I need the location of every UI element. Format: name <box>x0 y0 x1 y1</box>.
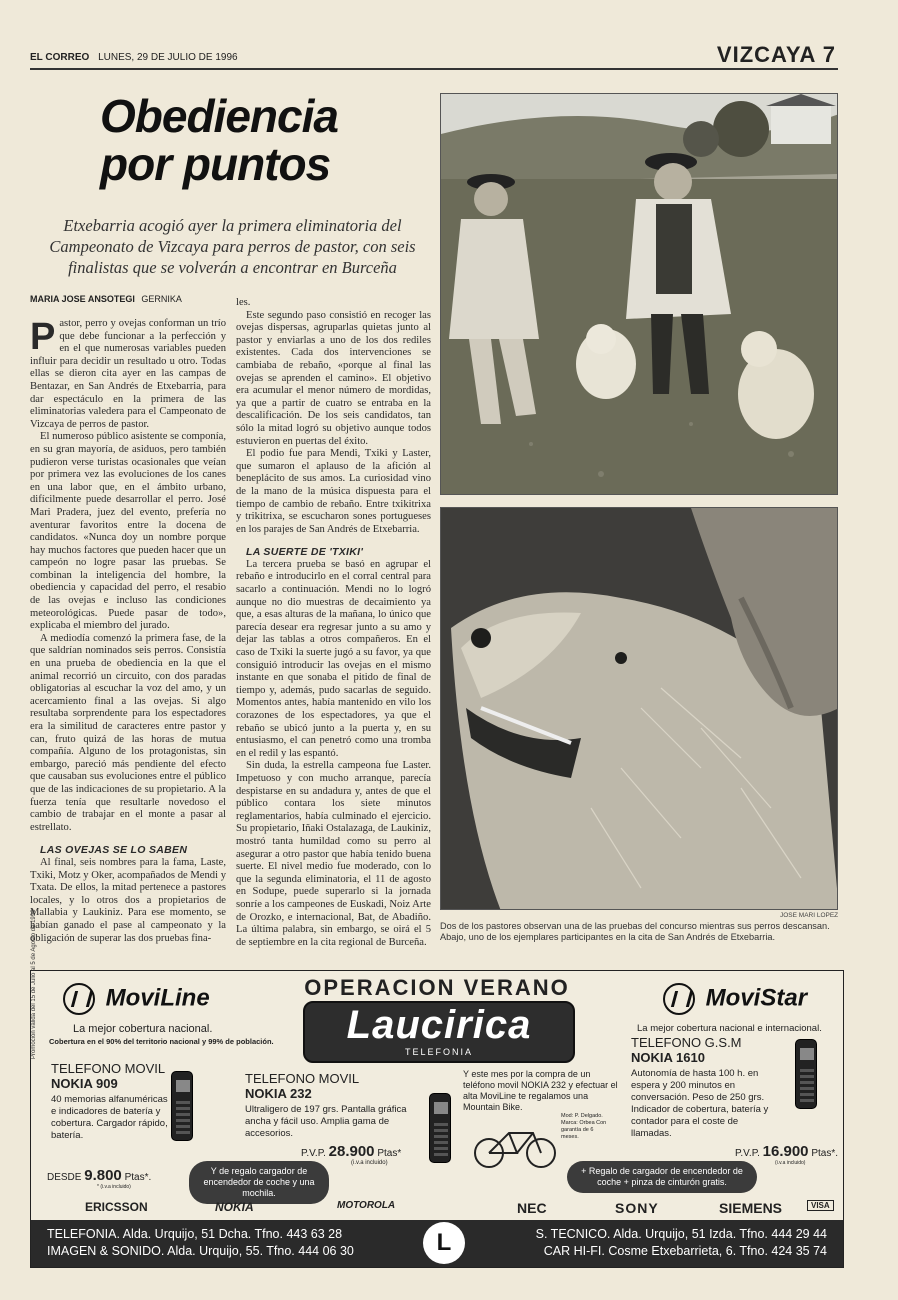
bicycle-icon <box>471 1121 561 1171</box>
photo-shepherds <box>440 93 838 495</box>
laucirica-sub: TELEFONIA <box>404 1047 473 1057</box>
addresses-right <box>536 1226 827 1260</box>
laucirica-seal: L <box>423 1222 465 1264</box>
author: MARIA JOSE ANSOTEGI <box>30 294 135 304</box>
article-headline: Obediencia por puntos <box>100 90 338 190</box>
paragraph: A mediodía comenzó la primera fase, de la que saldrían nominados seis perros. Consistía en una prueba de obediencia en la que el animal recorrió un circuito, con dos paradas obligatorias al escuchar la voz del amo, y un acercamiento final a las ovejas. Si algo resultaba sorprendente para los espectadores era la similitud de caracteres entre pastor y can, fruto quizá de las horas de mutua compañía. Alguno de los protagonistas, sin embargo, pareció más pendiente del efecto que causaban sus evoluciones entre el público que de las indicaciones de su propietario. A la fuerza tenía que resultarle novedoso el cambio de trabajar en el monte a pasar al estrellato. <box>30 632 226 833</box>
phone-icon <box>429 1093 451 1163</box>
movistar-tagline: La mejor cobertura nacional e internacional. <box>637 1023 822 1034</box>
price-value: 28.900 <box>328 1143 375 1160</box>
article-column-1 <box>30 318 226 945</box>
price-currency: Ptas*. <box>124 1172 152 1183</box>
product-model: NOKIA 1610 <box>631 1050 705 1065</box>
ad-title: OPERACION VERANO <box>304 975 570 1000</box>
page-date: LUNES, 29 DE JULIO DE 1996 <box>98 52 238 63</box>
article-column-2 <box>236 297 431 949</box>
dog-illustration <box>441 508 838 910</box>
paragraph: La tercera prueba se basó en agrupar el rebaño e introducirlo en el corral central para sacarlo a continuación. Mendi no lo logró aunque no dio muestras de decaimiento ya que, a esas alturas de la mañana, lo único que parecía desear era regresar junto a su amo y dejar las tablas a otros compañeros. En el caso de Txiki la suerte jugó a su favor, ya que consiguió introducir las ovejas en el mismo instante en que sonaba el pitido de final de tiempo y, además, pudo sacarlas de seguido. Momentos antes, había mantenido en vilo los corazones de los espectadores, ya que el rebaño se ubicó junto a la puerta y, en su entusiasmo, el can penetró como una tromba en el redil y las espantó. <box>236 558 431 759</box>
paragraph: les. <box>236 297 251 308</box>
moviline-coverage: Cobertura en el 90% del territorio nacional y 99% de población. <box>49 1037 274 1046</box>
product-desc: Autonomía de hasta 100 h. en espera y 200 minutos en conversación. Peso de 250 grs. Indicador de cobertura, batería y contador para el coste de llamadas. <box>631 1068 769 1139</box>
moviline-logo <box>63 983 210 1015</box>
page-header-left <box>30 52 238 63</box>
dropcap: P <box>30 316 56 358</box>
price-label: P.V.P. <box>301 1148 326 1159</box>
promo-validity: Promoción válida del 15 de Julio al 5 de Agosto de 1996 <box>31 909 37 1059</box>
product-desc: Ultraligero de 197 grs. Pantalla gráfica ancha y fácil uso. Amplia gama de accesorios. <box>245 1104 407 1139</box>
photo-credit: JOSE MARI LOPEZ <box>780 912 839 919</box>
section-name: VIZCAYA <box>716 42 816 67</box>
brand-siemens: SIEMENS <box>719 1200 783 1216</box>
header-rule <box>30 68 838 70</box>
gift-note: + Regalo de cargador de encendedor de coche + pinza de cinturón gratis. <box>567 1161 757 1193</box>
page-header-right <box>717 42 836 68</box>
product-desc: 40 memorias alfanuméricas e indicadores de batería y cobertura. Cargador rápido, batería. <box>51 1094 168 1141</box>
paragraph: Este segundo paso consistió en recoger las ovejas dispersas, agruparlas quietas junto al pastor y enviarlas a uno de los dos rediles existentes. Cada dos intervenciones se cambiaba de rebaño, «porque al final las ovejas se aprenden el camino». El objetivo era acumular el menor número de mordidas, ya que a partir de cuatro se entraba en la descalificación. De los seis candidatos, tan sólo la mitad logró su objetivo aunque todos estuvieron en puertas del éxito. <box>236 309 431 447</box>
laucirica-name: Laucirica <box>346 1003 532 1047</box>
byline <box>30 294 182 304</box>
paragraph: Sin duda, la estrella campeona fue Laster. Impetuoso y con mucho arranque, parecía despistarse en su andadura y, antes de que el público contara los siete minutos reglamentarios, había culminado el ejercicio. Su propietario, Iñaki Ostalazaga, de Laukiniz, mostró tanta humildad como su perro al asegurar a otro pastor que había tenido buena suerte. El nivel medio fue moderado, con lo que la segunda eliminatoria, el 11 de agosto en Sodupe, puede superarlo si la jornada sonríe a los campeones de Euskadi, Noiz Arte de Orozko, e internacional, Bat, de Abadiño. La última palabra, sin embargo, se oirá el 5 de septiembre en la cita regional de Burceña. <box>236 760 431 948</box>
paper-name: EL CORREO <box>30 52 90 63</box>
mountain-bike-promo: Y este mes por la compra de un teléfono movil NOKIA 232 y efectuar el alta MoviLine te regalamos una Mountain Bike. <box>463 1069 618 1112</box>
moviline-name: MoviLine <box>105 984 210 1012</box>
location: GERNIKA <box>141 294 182 304</box>
product-price <box>47 1167 151 1190</box>
photo-dog-closeup <box>440 507 838 910</box>
price-value: 16.900 <box>762 1143 809 1160</box>
product-model: NOKIA 232 <box>245 1086 312 1101</box>
addresses-left <box>47 1226 354 1260</box>
laucirica-logo <box>303 1001 575 1063</box>
paragraph: astor, perro y ovejas conforman un trío que debe funcionar a la perfección y en el que numerosas variables pueden influir para decidir un resultado u otro. Todas ellas se dieron cita ayer en las campas de Bentazar, en San Andrés de Etxebarria, para dar espectáculo en la primera de las eliminatorias valedera para el Campeonato de Vizcaya de perros de pastor. <box>30 318 226 430</box>
address-tecnico: S. TECNICO. Alda. Urquijo, 51 Izda. Tfno. 444 29 44 <box>535 1227 827 1241</box>
price-iva: (i.v.a incluido) <box>351 1160 388 1166</box>
address-carhifi: CAR HI-FI. Cosme Etxebarrieta, 6. Tfno. 424 35 74 <box>543 1244 827 1258</box>
brand-ericsson: ERICSSON <box>85 1200 148 1214</box>
product-nokia-909 <box>51 1061 171 1142</box>
price-iva: (i.v.a incluido) <box>775 1160 806 1166</box>
price-currency: Ptas*. <box>811 1148 838 1159</box>
address-telefonia: TELEFONIA. Alda. Urquijo, 51 Dcha. Tfno. 443 63 28 <box>47 1227 343 1241</box>
article-subhead: Etxebarria acogió ayer la primera eliminatoria del Campeonato de Vizcaya para perros de pastor, con seis finalistas que se volverán a encontrar en Burceña <box>49 216 416 277</box>
price-iva: * (i.v.a incluido) <box>97 1184 131 1190</box>
brand-motorola: MOTOROLA <box>337 1200 396 1211</box>
brand-strip <box>31 1198 843 1218</box>
product-nokia-232 <box>245 1071 435 1140</box>
price-label: DESDE <box>47 1172 82 1183</box>
product-price <box>735 1143 838 1166</box>
shepherds-illustration <box>441 94 838 495</box>
movistar-icon <box>663 983 695 1015</box>
photo-caption: Dos de los pastores observan una de las pruebas del concurso mientras sus perros descansan. Abajo, uno de los ejemplares participantes en la cita de San Andrés de Etxebarria. <box>440 921 830 942</box>
store-addresses <box>31 1220 843 1267</box>
gift-note: Y de regalo cargador de encendedor de coche y una mochila. <box>189 1161 329 1204</box>
product-model: NOKIA 909 <box>51 1076 118 1091</box>
section-heading: LA SUERTE DE 'TXIKI' <box>246 546 364 559</box>
product-type: TELEFONO MOVIL <box>245 1071 360 1086</box>
movistar-logo <box>663 983 807 1015</box>
bike-note: Mod: P. Delgado. Marca: Orbea Con garantía de 6 meses. <box>561 1113 607 1140</box>
brand-nec: NEC <box>517 1200 547 1216</box>
moviline-icon <box>63 983 95 1015</box>
brand-sony: SONY <box>615 1200 659 1216</box>
brand-visa: VISA <box>807 1200 834 1211</box>
product-type: TELEFONO MOVIL <box>51 1061 166 1076</box>
moviline-tagline: La mejor cobertura nacional. <box>73 1023 213 1035</box>
product-nokia-1610 <box>631 1035 771 1140</box>
product-type: TELEFONO G.S.M <box>631 1035 742 1050</box>
price-value: 9.800 <box>84 1167 122 1184</box>
price-currency: Ptas* <box>377 1148 402 1159</box>
price-label: P.V.P. <box>735 1148 760 1159</box>
brand-nokia: NOKIA <box>215 1200 254 1214</box>
phone-icon <box>795 1039 817 1109</box>
paragraph: El podio fue para Mendi, Txiki y Laster, que sumaron el aplauso de la afición al beneplácito de sus amos. La curiosidad vino de la mano de la música dispuesta para el tiempo de cambio de rebaño. Entre txikitrixa y trikitrixa, se escucharon sones portugueses en los parajes de San Andrés de Etxebarria. <box>236 448 431 535</box>
section-heading: LAS OVEJAS SE LO SABEN <box>40 844 188 857</box>
movistar-name: MoviStar <box>705 984 808 1012</box>
page-number: 7 <box>822 42 836 67</box>
paragraph: El numeroso público asistente se componía, en su gran mayoría, de asiduos, pero también pudieron verse turistas ocasionales que veían por primera vez las evoluciones de los canes en una labor que, en el ámbito urbano, difícilmente puede desarrollar el perro. José Mari Pradera, juez del evento, prefería no aventurar favoritos entre la docena de candidatos. «Nunca doy un nombre porque hay muchos factores que pueden hacer que un campeón no logre pasar las pruebas. Se combinan la inteligencia del hombre, la obediencia y capacidad del perro, el resabio de las ovejas e incluso las condiciones meteorológicas. Puede pasar de todo», explicaba el miembro del jurado. <box>30 431 226 632</box>
phone-icon <box>171 1071 193 1141</box>
paragraph: Al final, seis nombres para la fama, Laste, Txiki, Motz y Oker, acompañados de Mendi y Txata. De ellos, la mitad pertenece a pastores locales, y lo otros dos a propietarios de Mallabia y Laukiniz. Para ese momento, se habían ganado el pase al campeonato y la obligación de superar las dos pruebas fina- <box>30 856 226 944</box>
address-imagen: IMAGEN & SONIDO. Alda. Urquijo, 55. Tfno. 444 06 30 <box>47 1244 354 1258</box>
